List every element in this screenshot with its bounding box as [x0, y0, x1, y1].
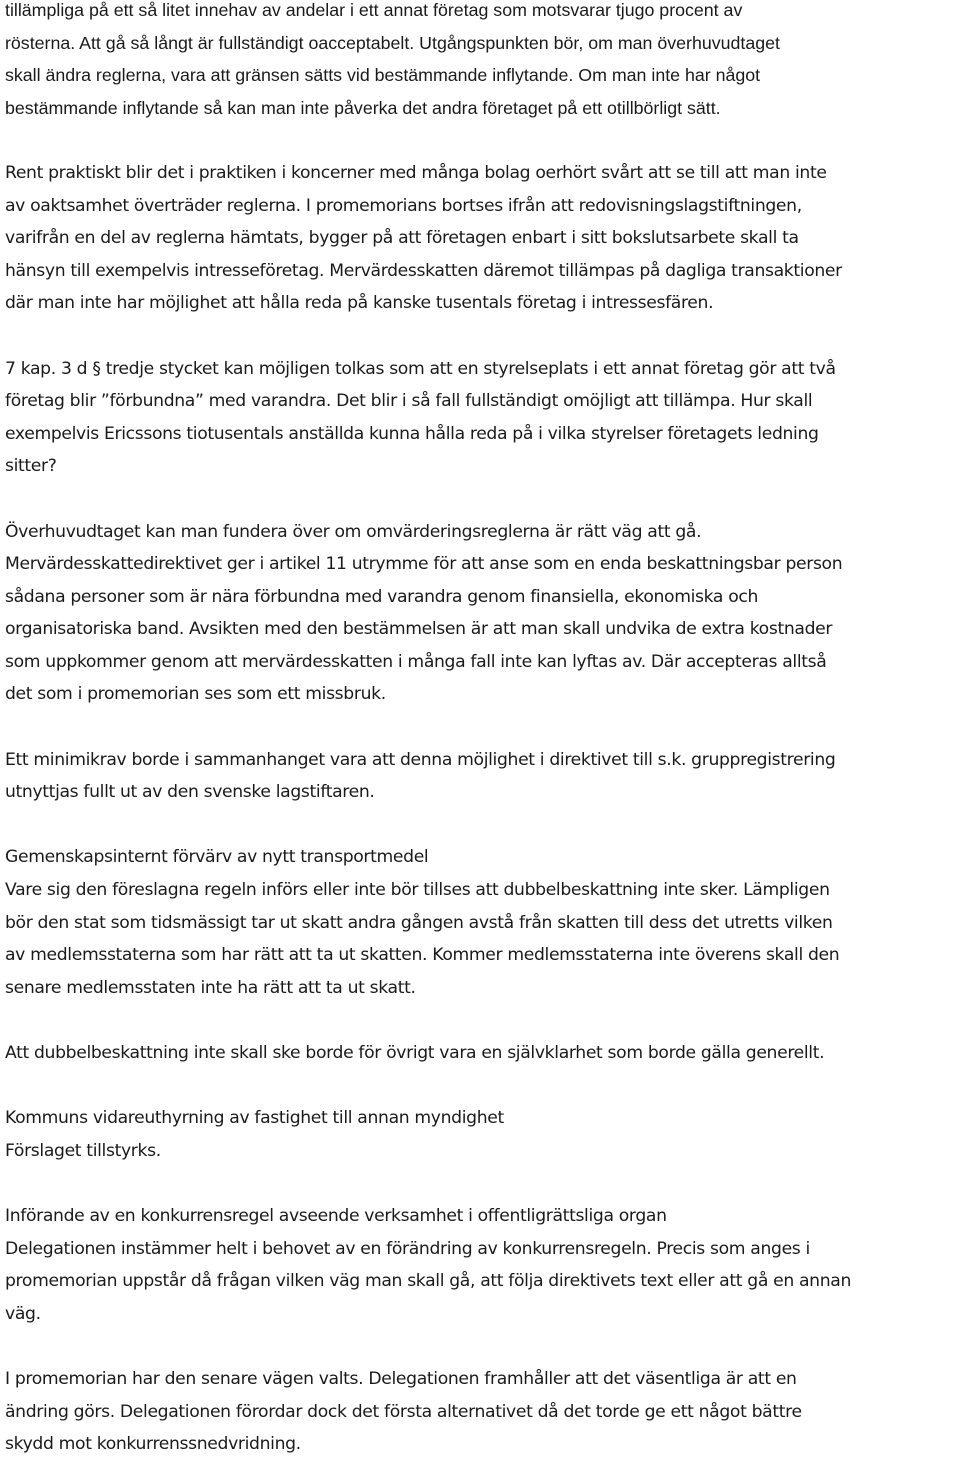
- paragraph: [5, 1200, 960, 1330]
- paragraph-gap: [5, 1330, 960, 1363]
- paragraph: [5, 353, 960, 483]
- paragraph-gap: [5, 1167, 960, 1200]
- text-line: exempelvis Ericssons tiotusentals anställda kunna hålla reda på i vilka styrelser företagets ledning: [5, 423, 819, 444]
- text-line: Överhuvudtaget kan man fundera över om omvärderingsreglerna är rätt väg att gå.: [5, 521, 702, 542]
- text-line: bestämmande inflytande så kan man inte påverka det andra företaget på ett otillbörligt sätt.: [5, 97, 721, 118]
- text-line: bör den stat som tidsmässigt tar ut skatt andra gången avstå från skatten till dess det utretts vilken: [5, 912, 833, 933]
- text-line: Förslaget tillstyrks.: [5, 1140, 161, 1161]
- paragraph-gap: [5, 483, 960, 516]
- paragraph: [5, 1102, 960, 1167]
- text-line: varifrån en del av reglerna hämtats, bygger på att företagen enbart i sitt bokslutsarbete skall ta: [5, 228, 799, 249]
- text-line: Delegationen instämmer helt i behovet av en förändring av konkurrensregeln. Precis som anges i: [5, 1238, 810, 1259]
- paragraph: [5, 841, 960, 1004]
- text-line: Gemenskapsinternt förvärv av nytt transportmedel: [5, 847, 429, 868]
- text-line: promemorian uppstår då frågan vilken väg man skall gå, att följa direktivets text eller att gå en annan: [5, 1271, 851, 1292]
- text-line: Rent praktiskt blir det i praktiken i koncerner med många bolag oerhört svårt att se till att man inte: [5, 162, 827, 183]
- text-line: företag blir ”förbundna” med varandra. Det blir i så fall fullständigt omöjligt att tillämpa. Hur skall: [5, 391, 813, 412]
- text-line: skall ändra reglerna, vara att gränsen sätts vid bestämmande inflytande. Om man inte har något: [5, 65, 761, 86]
- paragraph: [5, 157, 960, 320]
- text-line: rösterna. Att gå så långt är fullständigt oacceptabelt. Utgångspunkten bör, om man överhuvudtaget: [5, 32, 780, 53]
- text-line: av oaktsamhet överträder reglerna. I promemorians bortses ifrån att redovisningslagstiftningen,: [5, 195, 802, 216]
- text-line: det som i promemorian ses som ett missbruk.: [5, 684, 386, 705]
- text-line: Vare sig den föreslagna regeln införs eller inte bör tillses att dubbelbeskattning inte sker. Lämpligen: [5, 880, 830, 901]
- paragraph: [5, 1037, 960, 1070]
- text-line: Mervärdesskattedirektivet ger i artikel 11 utrymme för att anse som en enda beskattningsbar person: [5, 554, 843, 575]
- text-line: sitter?: [5, 456, 57, 477]
- paragraph-gap: [5, 320, 960, 353]
- text-line: senare medlemsstaten inte ha rätt att ta ut skatt.: [5, 977, 416, 998]
- text-line: av medlemsstaterna som har rätt att ta ut skatten. Kommer medlemsstaterna inte överens skall den: [5, 945, 840, 966]
- paragraph-gap: [5, 809, 960, 842]
- paragraph: [5, 516, 960, 712]
- text-line: som uppkommer genom att mervärdesskatten i många fall inte kan lyftas av. Där accepteras alltså: [5, 651, 827, 672]
- text-line: sådana personer som är nära förbundna med varandra genom finansiella, ekonomiska och: [5, 586, 759, 607]
- text-line: utnyttjas fullt ut av den svenske lagstiftaren.: [5, 782, 375, 803]
- text-line: väg.: [5, 1303, 41, 1324]
- paragraph-gap: [5, 124, 960, 157]
- text-line: ändring görs. Delegationen förordar dock det första alternativet då det torde ge ett något bättre: [5, 1401, 802, 1422]
- paragraph: [5, 0, 960, 124]
- paragraph-gap: [5, 1070, 960, 1103]
- text-line: Kommuns vidareuthyrning av fastighet till annan myndighet: [5, 1108, 504, 1129]
- text-line: 7 kap. 3 d § tredje stycket kan möjligen tolkas som att en styrelseplats i ett annat företag gör att två: [5, 358, 836, 379]
- text-line: Införande av en konkurrensregel avseende verksamhet i offentligrättsliga organ: [5, 1205, 667, 1226]
- text-line: Att dubbelbeskattning inte skall ske borde för övrigt vara en självklarhet som borde gälla generellt.: [5, 1043, 825, 1063]
- text-line: där man inte har möjlighet att hålla reda på kanske tusentals företag i intressesfären.: [5, 293, 714, 314]
- text-line: organisatoriska band. Avsikten med den bestämmelsen är att man skall undvika de extra kostnader: [5, 619, 833, 640]
- document-page: [5, 0, 960, 1461]
- paragraph-gap: [5, 711, 960, 744]
- text-line: hänsyn till exempelvis intresseföretag. Mervärdesskatten däremot tillämpas på dagliga transaktioner: [5, 260, 842, 281]
- text-line: tillämpliga på ett så litet innehav av andelar i ett annat företag som motsvarar tjugo procent av: [5, 0, 743, 20]
- paragraph-gap: [5, 1004, 960, 1037]
- text-line: I promemorian har den senare vägen valts. Delegationen framhåller att det väsentliga är att en: [5, 1368, 797, 1389]
- paragraph: [5, 744, 960, 809]
- text-line: skydd mot konkurrenssnedvridning.: [5, 1434, 301, 1455]
- text-line: Ett minimikrav borde i sammanhanget vara att denna möjlighet i direktivet till s.k. gruppregistrering: [5, 749, 836, 770]
- paragraph: [5, 1363, 960, 1461]
